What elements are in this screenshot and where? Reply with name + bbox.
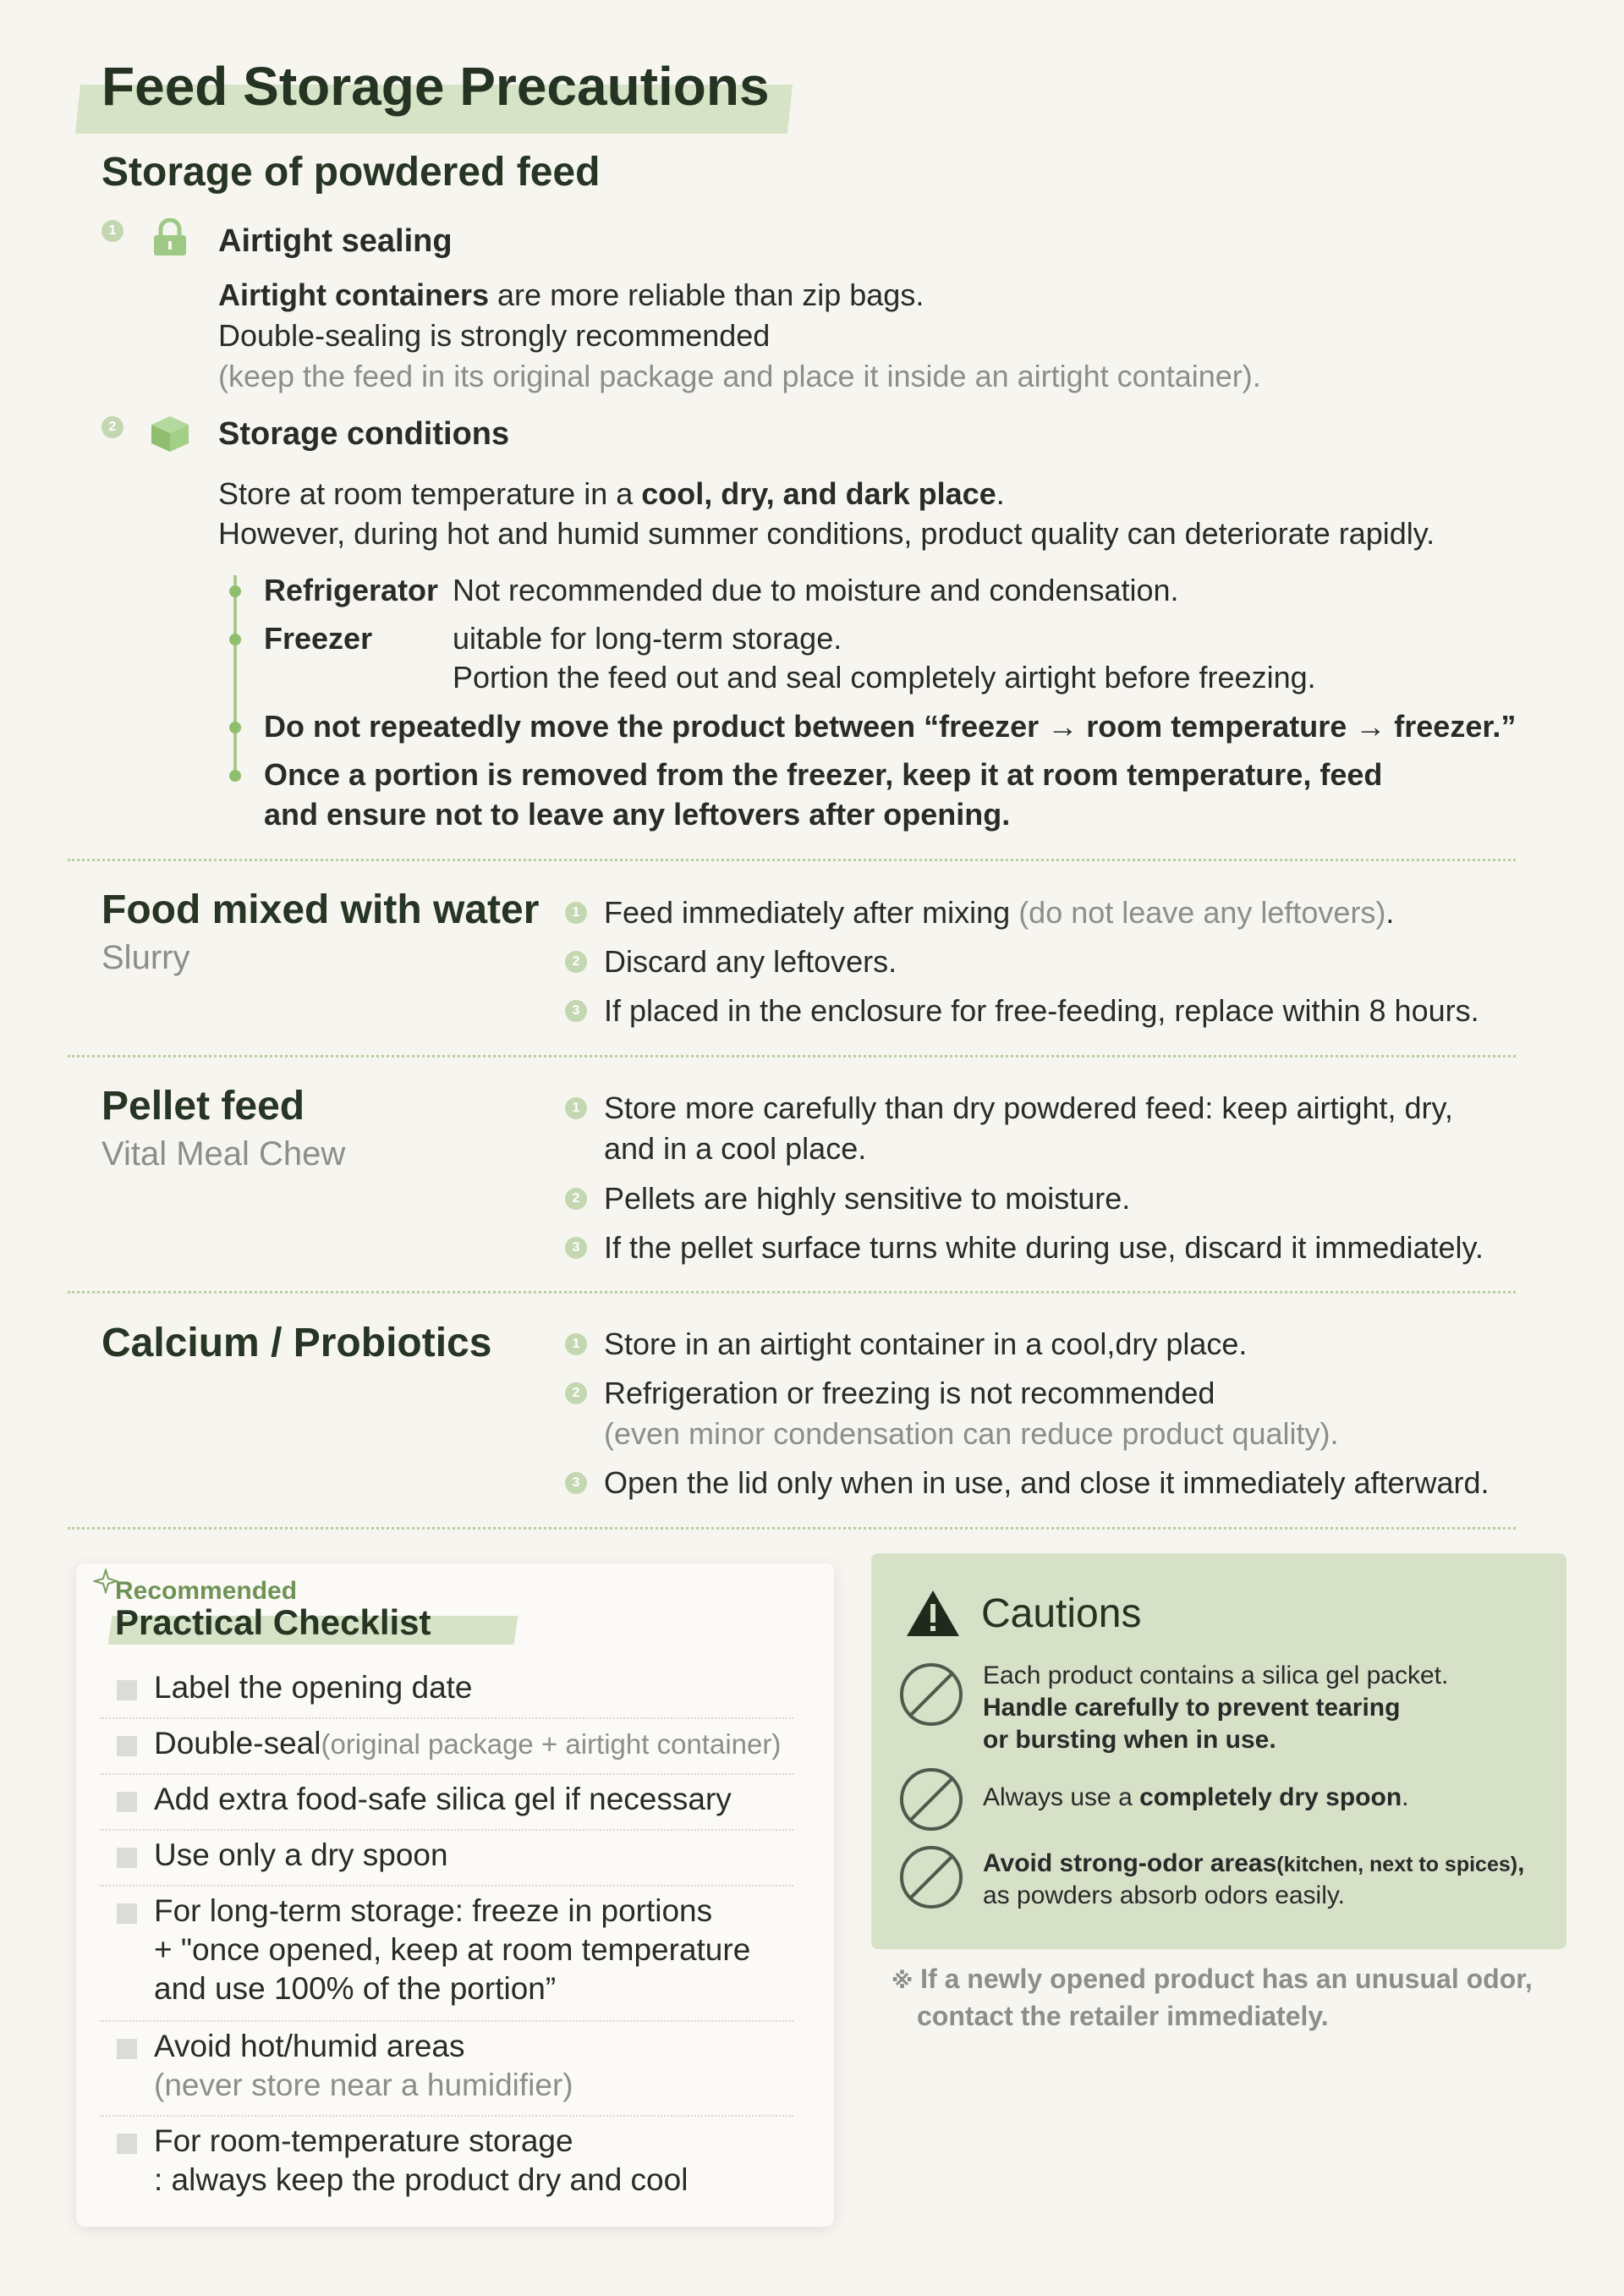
bullet-dot	[229, 722, 241, 733]
caution-1-line2: Handle carefully to prevent tearing	[983, 1694, 1401, 1722]
bullet-line	[233, 575, 237, 778]
slurry-sub: Slurry	[102, 939, 190, 976]
note-2a: Once a portion is removed from the freezer, keep it at room temperature, feed	[264, 757, 1383, 792]
airtight-line1: Airtight containers are more reliable than zip bags.	[218, 277, 924, 312]
page-title: Feed Storage Precautions	[102, 56, 770, 117]
step-number: 2	[102, 416, 123, 438]
powdered-heading: Storage of powdered feed	[102, 150, 601, 195]
checkbox-icon	[117, 1903, 137, 1924]
calcium-heading: Calcium / Probiotics	[102, 1321, 492, 1365]
bullet-dot	[229, 585, 241, 597]
cautions-box	[871, 1553, 1566, 1949]
divider	[68, 1055, 1516, 1057]
checkbox-icon	[117, 1736, 137, 1756]
note-2b: and ensure not to leave any leftovers after opening.	[264, 797, 1011, 832]
lock-icon	[149, 218, 191, 257]
conditions-line1: Store at room temperature in a cool, dry, and dark place.	[218, 476, 1005, 511]
separator	[100, 1885, 793, 1887]
separator	[100, 1773, 793, 1775]
separator	[100, 1829, 793, 1831]
separator	[100, 1717, 793, 1719]
checkbox-icon	[117, 1792, 137, 1812]
no-odor-icon	[900, 1846, 963, 1909]
caution-1-line3: or bursting when in use.	[983, 1726, 1276, 1754]
footnote: ※ If a newly opened product has an unusual odor, contact the retailer immediately.	[892, 1964, 1533, 2031]
refrigerator-text: Not recommended due to moisture and condensation.	[453, 573, 1179, 607]
airtight-title: Airtight sealing	[218, 223, 453, 259]
caution-3-line2: as powders absorb odors easily.	[983, 1881, 1345, 1909]
divider	[68, 1291, 1516, 1294]
cautions-heading: Cautions	[981, 1591, 1142, 1636]
bullet-dot	[229, 770, 241, 782]
checklist-card: Recommended Practical Checklist Label the opening date Double-seal(original package + airtight container) Add extra food-safe silica gel if necessary Use only a dry spoon For long-term storage: freeze in portions + "once opened, keep at room temperature and use 100% of the portion” Avoid hot/humid areas (never store near a humidifier) For room-temperature storage : always keep the product dry and cool	[76, 1563, 834, 2227]
warning-icon	[905, 1589, 961, 1638]
no-tear-icon	[900, 1663, 963, 1726]
no-wet-spoon-icon	[900, 1768, 963, 1831]
freezer-text2: Portion the feed out and seal completely airtight before freezing.	[453, 660, 1316, 695]
checkbox-icon	[117, 1848, 137, 1868]
title-block	[78, 52, 770, 120]
freezer-text1: uitable for long-term storage.	[453, 621, 842, 656]
caution-3-line1: Avoid strong-odor areas(kitchen, next to spices),	[983, 1849, 1525, 1877]
pellet-sub: Vital Meal Chew	[102, 1135, 346, 1173]
separator	[100, 2115, 793, 2117]
checkbox-icon	[117, 2134, 137, 2154]
conditions-line2: However, during hot and humid summer conditions, product quality can deteriorate rapidly.	[218, 516, 1435, 551]
airtight-line3: (keep the feed in its original package and place it inside an airtight container).	[218, 359, 1261, 393]
divider	[68, 859, 1516, 861]
airtight-line2: Double-sealing is strongly recommended	[218, 318, 771, 353]
conditions-title: Storage conditions	[218, 416, 510, 452]
pellet-heading: Pellet feed	[102, 1084, 305, 1129]
checkbox-icon	[117, 2039, 137, 2059]
divider	[68, 1527, 1516, 1530]
bullet-dot	[229, 634, 241, 645]
box-icon	[149, 415, 191, 453]
caution-2: Always use a completely dry spoon.	[983, 1783, 1409, 1811]
freezer-label: Freezer	[264, 621, 373, 656]
caution-1-line1: Each product contains a silica gel packet.	[983, 1662, 1449, 1689]
checkbox-icon	[117, 1680, 137, 1700]
separator	[100, 2020, 793, 2022]
refrigerator-label: Refrigerator	[264, 573, 439, 607]
step-number: 1	[102, 220, 123, 242]
note-1: Do not repeatedly move the product between “freezer → room temperature → freezer.”	[264, 709, 1517, 744]
checklist-heading: Practical Checklist	[115, 1602, 431, 1642]
slurry-heading: Food mixed with water	[102, 887, 540, 932]
checklist-tag: Recommended	[115, 1577, 298, 1605]
